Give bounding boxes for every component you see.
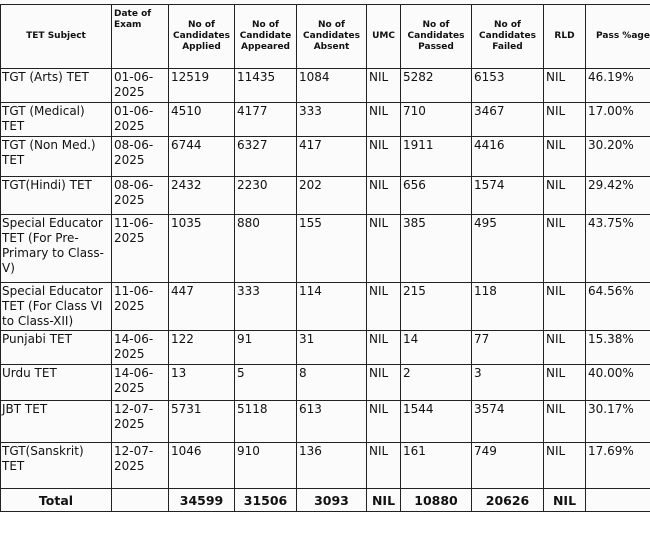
cell-rld: NIL <box>544 443 586 489</box>
page-bottom-margin <box>0 512 650 540</box>
header-row <box>1 5 650 69</box>
header-pass-pct: Pass %age <box>586 5 650 69</box>
header-umc: UMC <box>367 5 401 69</box>
cell-rld: NIL <box>544 177 586 215</box>
cell-subject: Punjabi TET <box>1 331 112 365</box>
cell-appeared: 333 <box>235 283 297 331</box>
cell-failed: 3467 <box>472 103 544 137</box>
cell-passed: 710 <box>401 103 472 137</box>
total-failed: 20626 <box>472 489 544 512</box>
cell-passed: 215 <box>401 283 472 331</box>
cell-date: 01-06-2025 <box>112 103 169 137</box>
cell-umc: NIL <box>367 103 401 137</box>
cell-passed: 2 <box>401 365 472 401</box>
cell-subject: TGT (Medical) TET <box>1 103 112 137</box>
cell-applied: 12519 <box>169 69 235 103</box>
cell-failed: 6153 <box>472 69 544 103</box>
cell-passed: 385 <box>401 215 472 283</box>
total-appeared: 31506 <box>235 489 297 512</box>
cell-absent: 31 <box>297 331 367 365</box>
cell-date: 14-06-2025 <box>112 331 169 365</box>
cell-pass-pct: 30.20% <box>586 137 650 177</box>
cell-date: 14-06-2025 <box>112 365 169 401</box>
header-appeared: No of Candidate Appeared <box>235 5 297 69</box>
cell-date: 08-06-2025 <box>112 137 169 177</box>
cell-appeared: 91 <box>235 331 297 365</box>
cell-pass-pct: 40.00% <box>586 365 650 401</box>
cell-pass-pct: 15.38% <box>586 331 650 365</box>
cell-appeared: 4177 <box>235 103 297 137</box>
header-rld: RLD <box>544 5 586 69</box>
total-date-empty <box>112 489 169 512</box>
cell-failed: 3 <box>472 365 544 401</box>
total-pass-pct-empty <box>586 489 650 512</box>
cell-umc: NIL <box>367 215 401 283</box>
cell-absent: 8 <box>297 365 367 401</box>
total-absent: 3093 <box>297 489 367 512</box>
cell-failed: 77 <box>472 331 544 365</box>
cell-applied: 6744 <box>169 137 235 177</box>
cell-absent: 613 <box>297 401 367 443</box>
cell-rld: NIL <box>544 401 586 443</box>
cell-umc: NIL <box>367 283 401 331</box>
cell-applied: 13 <box>169 365 235 401</box>
cell-subject: Special Educator TET (For Class VI to Class-XII) <box>1 283 112 331</box>
cell-failed: 118 <box>472 283 544 331</box>
cell-appeared: 5 <box>235 365 297 401</box>
cell-passed: 14 <box>401 331 472 365</box>
header-absent: No of Candidates Absent <box>297 5 367 69</box>
total-umc: NIL <box>367 489 401 512</box>
cell-umc: NIL <box>367 177 401 215</box>
cell-pass-pct: 64.56% <box>586 283 650 331</box>
table-row <box>1 215 650 283</box>
cell-rld: NIL <box>544 365 586 401</box>
cell-rld: NIL <box>544 103 586 137</box>
cell-applied: 1035 <box>169 215 235 283</box>
cell-absent: 136 <box>297 443 367 489</box>
cell-appeared: 6327 <box>235 137 297 177</box>
header-failed: No of Candidates Failed <box>472 5 544 69</box>
table-row <box>1 283 650 331</box>
cell-rld: NIL <box>544 137 586 177</box>
cell-appeared: 2230 <box>235 177 297 215</box>
cell-date: 01-06-2025 <box>112 69 169 103</box>
cell-date: 11-06-2025 <box>112 283 169 331</box>
cell-failed: 4416 <box>472 137 544 177</box>
cell-date: 12-07-2025 <box>112 443 169 489</box>
table-row <box>1 103 650 137</box>
cell-rld: NIL <box>544 215 586 283</box>
cell-absent: 202 <box>297 177 367 215</box>
cell-failed: 495 <box>472 215 544 283</box>
total-row <box>1 489 650 512</box>
cell-passed: 1544 <box>401 401 472 443</box>
total-passed: 10880 <box>401 489 472 512</box>
total-applied: 34599 <box>169 489 235 512</box>
cell-passed: 1911 <box>401 137 472 177</box>
cell-absent: 155 <box>297 215 367 283</box>
table-row <box>1 365 650 401</box>
cell-umc: NIL <box>367 69 401 103</box>
cell-rld: NIL <box>544 331 586 365</box>
cell-failed: 1574 <box>472 177 544 215</box>
header-applied: No of Candidates Applied <box>169 5 235 69</box>
cell-applied: 4510 <box>169 103 235 137</box>
table-row <box>1 177 650 215</box>
cell-applied: 122 <box>169 331 235 365</box>
header-date: Date of Exam <box>112 5 169 69</box>
cell-subject: Urdu TET <box>1 365 112 401</box>
cell-date: 12-07-2025 <box>112 401 169 443</box>
cell-pass-pct: 17.00% <box>586 103 650 137</box>
header-subject: TET Subject <box>1 5 112 69</box>
cell-pass-pct: 30.17% <box>586 401 650 443</box>
table-row <box>1 331 650 365</box>
cell-absent: 114 <box>297 283 367 331</box>
cell-absent: 417 <box>297 137 367 177</box>
cell-subject: Special Educator TET (For Pre-Primary to Class-V) <box>1 215 112 283</box>
table-row <box>1 401 650 443</box>
cell-appeared: 910 <box>235 443 297 489</box>
cell-pass-pct: 29.42% <box>586 177 650 215</box>
cell-passed: 161 <box>401 443 472 489</box>
cell-umc: NIL <box>367 137 401 177</box>
cell-passed: 656 <box>401 177 472 215</box>
table-row <box>1 69 650 103</box>
cell-umc: NIL <box>367 365 401 401</box>
total-rld: NIL <box>544 489 586 512</box>
table-row <box>1 137 650 177</box>
cell-failed: 749 <box>472 443 544 489</box>
cell-failed: 3574 <box>472 401 544 443</box>
cell-passed: 5282 <box>401 69 472 103</box>
cell-applied: 5731 <box>169 401 235 443</box>
cell-date: 11-06-2025 <box>112 215 169 283</box>
cell-umc: NIL <box>367 443 401 489</box>
cell-absent: 333 <box>297 103 367 137</box>
cell-applied: 447 <box>169 283 235 331</box>
cell-absent: 1084 <box>297 69 367 103</box>
cell-appeared: 11435 <box>235 69 297 103</box>
cell-subject: TGT (Arts) TET <box>1 69 112 103</box>
cell-umc: NIL <box>367 331 401 365</box>
header-passed: No of Candidates Passed <box>401 5 472 69</box>
cell-rld: NIL <box>544 69 586 103</box>
tet-results-table <box>0 4 650 512</box>
cell-rld: NIL <box>544 283 586 331</box>
cell-umc: NIL <box>367 401 401 443</box>
cell-applied: 1046 <box>169 443 235 489</box>
cell-date: 08-06-2025 <box>112 177 169 215</box>
table-row <box>1 443 650 489</box>
cell-pass-pct: 46.19% <box>586 69 650 103</box>
cell-subject: TGT(Sanskrit) TET <box>1 443 112 489</box>
cell-appeared: 880 <box>235 215 297 283</box>
cell-applied: 2432 <box>169 177 235 215</box>
total-label: Total <box>1 489 112 512</box>
cell-subject: TGT(Hindi) TET <box>1 177 112 215</box>
cell-subject: JBT TET <box>1 401 112 443</box>
cell-subject: TGT (Non Med.) TET <box>1 137 112 177</box>
cell-pass-pct: 17.69% <box>586 443 650 489</box>
cell-appeared: 5118 <box>235 401 297 443</box>
cell-pass-pct: 43.75% <box>586 215 650 283</box>
